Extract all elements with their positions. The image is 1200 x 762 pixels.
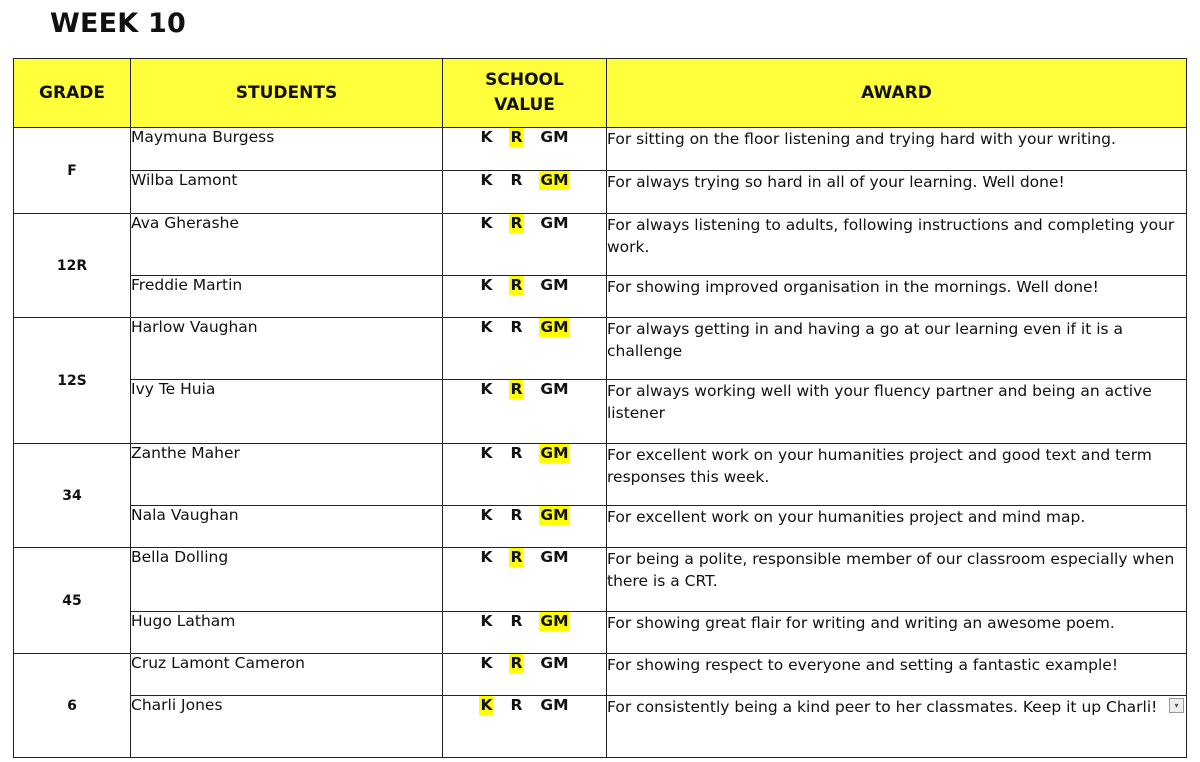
school-value-cell (443, 506, 607, 548)
school-value-k: K (480, 654, 493, 672)
header-award: AWARD (607, 59, 1187, 128)
school-value-r: R (510, 612, 523, 630)
award-cell (607, 696, 1187, 758)
header-students: STUDENTS (131, 59, 443, 128)
page-title: WEEK 10 (50, 8, 186, 39)
award-text: For always listening to adults, following instructions and completing your work. (607, 216, 1175, 256)
award-cell (607, 506, 1187, 548)
grade-cell: 45 (14, 548, 131, 654)
award-text: For consistently being a kind peer to her classmates. Keep it up Charli! (607, 698, 1158, 716)
school-value-r: R (510, 654, 523, 672)
school-value-cell (443, 128, 607, 171)
school-value-cell (443, 276, 607, 318)
header-school-value-line1: SCHOOL (485, 70, 564, 90)
table-row (14, 276, 1187, 318)
award-text: For always getting in and having a go at our learning even if it is a challenge (607, 320, 1124, 360)
school-value-cell (443, 380, 607, 444)
table-row (14, 696, 1187, 758)
table-row (14, 171, 1187, 214)
school-value-k: K (480, 214, 493, 232)
school-value-r: R (510, 548, 523, 566)
header-school-value-line2: VALUE (494, 95, 555, 115)
student-name: Charli Jones (131, 696, 443, 758)
award-cell (607, 654, 1187, 696)
school-value-k: K (480, 380, 493, 398)
table-row (14, 548, 1187, 612)
school-value-cell (443, 171, 607, 214)
school-value-k: K (480, 276, 493, 294)
student-name: Freddie Martin (131, 276, 443, 318)
school-value-gm: GM (540, 612, 569, 630)
dropdown-arrow-icon[interactable]: ▾ (1169, 698, 1184, 713)
school-value-cell (443, 696, 607, 758)
school-value-cell (443, 548, 607, 612)
student-name: Ava Gherashe (131, 214, 443, 276)
header-school-value (443, 59, 607, 128)
grade-cell: 12R (14, 214, 131, 318)
award-cell (607, 444, 1187, 506)
grade-cell: 34 (14, 444, 131, 548)
school-value-r: R (510, 171, 523, 189)
student-name: Nala Vaughan (131, 506, 443, 548)
table-row (14, 214, 1187, 276)
table-row (14, 318, 1187, 380)
grade-cell: 12S (14, 318, 131, 444)
table-row (14, 380, 1187, 444)
school-value-k: K (480, 696, 493, 714)
school-value-k: K (480, 506, 493, 524)
school-value-gm: GM (540, 444, 569, 462)
school-value-k: K (480, 171, 493, 189)
award-text: For sitting on the floor listening and trying hard with your writing. (607, 130, 1116, 148)
school-value-r: R (510, 506, 523, 524)
school-value-gm: GM (540, 318, 569, 336)
student-name: Hugo Latham (131, 612, 443, 654)
header-row (14, 59, 1187, 128)
student-name: Maymuna Burgess (131, 128, 443, 171)
award-cell (607, 612, 1187, 654)
table-row (14, 506, 1187, 548)
school-value-gm: GM (540, 128, 569, 146)
award-cell (607, 214, 1187, 276)
school-value-cell (443, 612, 607, 654)
award-text: For always trying so hard in all of your learning. Well done! (607, 173, 1065, 191)
school-value-k: K (480, 128, 493, 146)
student-name: Cruz Lamont Cameron (131, 654, 443, 696)
student-name: Bella Dolling (131, 548, 443, 612)
award-text: For showing respect to everyone and setting a fantastic example! (607, 656, 1119, 674)
grade-cell: 6 (14, 654, 131, 758)
award-cell (607, 128, 1187, 171)
award-text: For showing improved organisation in the mornings. Well done! (607, 278, 1099, 296)
school-value-k: K (480, 318, 493, 336)
award-text: For being a polite, responsible member of our classroom especially when there is a CRT. (607, 550, 1175, 590)
school-value-gm: GM (540, 214, 569, 232)
school-value-r: R (510, 128, 523, 146)
award-text: For always working well with your fluency partner and being an active listener (607, 382, 1152, 422)
award-text: For excellent work on your humanities project and good text and term responses this week. (607, 446, 1152, 486)
header-grade: GRADE (14, 59, 131, 128)
table-row (14, 612, 1187, 654)
school-value-cell (443, 214, 607, 276)
school-value-r: R (510, 276, 523, 294)
student-name: Zanthe Maher (131, 444, 443, 506)
school-value-cell (443, 318, 607, 380)
school-value-r: R (510, 214, 523, 232)
student-name: Ivy Te Huia (131, 380, 443, 444)
school-value-k: K (480, 444, 493, 462)
table-row (14, 444, 1187, 506)
school-value-gm: GM (540, 171, 569, 189)
school-value-r: R (510, 444, 523, 462)
table-row (14, 654, 1187, 696)
school-value-r: R (510, 318, 523, 336)
student-name: Wilba Lamont (131, 171, 443, 214)
award-cell (607, 171, 1187, 214)
school-value-r: R (510, 380, 523, 398)
table-row (14, 128, 1187, 171)
award-cell (607, 380, 1187, 444)
school-value-gm: GM (540, 506, 569, 524)
award-cell (607, 276, 1187, 318)
school-value-gm: GM (540, 380, 569, 398)
school-value-gm: GM (540, 548, 569, 566)
award-cell (607, 318, 1187, 380)
school-value-r: R (510, 696, 523, 714)
awards-table (13, 58, 1187, 758)
school-value-k: K (480, 548, 493, 566)
student-name: Harlow Vaughan (131, 318, 443, 380)
school-value-k: K (480, 612, 493, 630)
school-value-gm: GM (540, 276, 569, 294)
award-cell (607, 548, 1187, 612)
award-text: For excellent work on your humanities project and mind map. (607, 508, 1086, 526)
grade-cell: F (14, 128, 131, 214)
school-value-gm: GM (540, 696, 569, 714)
award-text: For showing great flair for writing and writing an awesome poem. (607, 614, 1115, 632)
school-value-cell (443, 654, 607, 696)
school-value-cell (443, 444, 607, 506)
school-value-gm: GM (540, 654, 569, 672)
